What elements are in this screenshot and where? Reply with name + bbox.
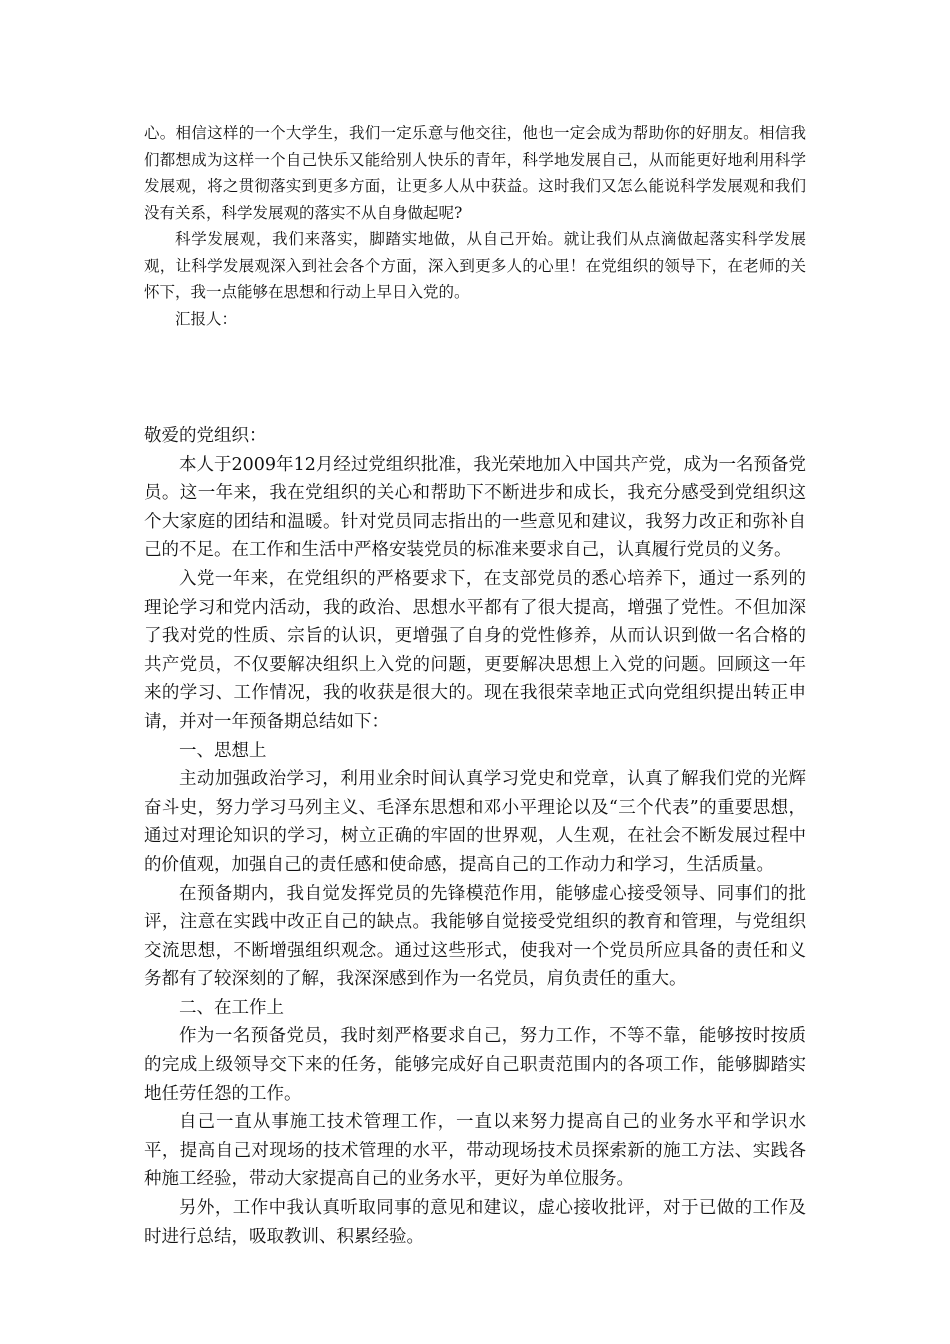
paragraph: 另外，工作中我认真听取同事的意见和建议，虚心接收批评，对于已做的工作及时进行总结，吸取教训、积累经验。 <box>144 1198 806 1247</box>
paragraph: 科学发展观，我们来落实，脚踏实地做，从自己开始。就让我们从点滴做起落实科学发展观，让科学发展观深入到社会各个方面，深入到更多人的心里！在党组织的领导下，在老师的关怀下，我一点能够在思想和行动上早日入党的。 <box>144 230 806 301</box>
paragraph: 在预备期内，我自觉发挥党员的先锋模范作用，能够虚心接受领导、同事们的批评，注意在实践中改正自己的缺点。我能够自觉接受党组织的教育和管理，与党组织交流思想，不断增强组织观念。通过这些形式，使我对一个党员所应具备的责任和义务都有了较深刻的了解，我深深感到作为一名党员，肩负责任的重大。 <box>144 883 806 990</box>
reporter-signature-line: 汇报人： <box>175 309 238 328</box>
letter-salutation: 敬爱的党组织： <box>144 426 267 446</box>
paragraph: 心。相信这样的一个大学生，我们一定乐意与他交往，他也一定会成为帮助你的好朋友。相信我们都想成为这样一个自己快乐又能给别人快乐的青年，科学地发展自己，从而能更好地利用科学发展观，将之贯彻落实到更多方面，让更多人从中获益。这时我们又怎么能说科学发展观和我们没有关系，科学发展观的落实不从自身做起呢? <box>144 124 806 222</box>
report-ending-section <box>144 120 806 332</box>
paragraph: 作为一名预备党员，我时刻严格要求自己，努力工作，不等不靠，能够按时按质的完成上级领导交下来的任务，能够完成好自己职责范围内的各项工作，能够脚踏实地任劳任怨的工作。 <box>144 1026 806 1104</box>
paragraph: 本人于2009年12月经过党组织批准，我光荣地加入中国共产党，成为一名预备党员。这一年来，我在党组织的关心和帮助下不断进步和成长，我充分感受到党组织这个大家庭的团结和温暖。针对党员同志指出的一些意见和建议，我努力改正和弥补自己的不足。在工作和生活中严格安装党员的标准来要求自己，认真履行党员的义务。 <box>144 454 806 561</box>
paragraph: 主动加强政治学习，利用业余时间认真学习党史和党章，认真了解我们党的光辉奋斗史，努力学习马列主义、毛泽东思想和邓小平理论以及“三个代表”的重要思想，通过对理论知识的学习，树立正确的牢固的世界观，人生观，在社会不断发展过程中的价值观，加强自己的责任感和使命感，提高自己的工作动力和学习，生活质量。 <box>144 769 806 875</box>
paragraph: 入党一年来，在党组织的严格要求下，在支部党员的悉心培养下，通过一系列的理论学习和党内活动，我的政治、思想水平都有了很大提高，增强了党性。不但加深了我对党的性质、宗旨的认识，更增强了自身的党性修养，从而认识到做一名合格的共产党员，不仅要解决组织上入党的问题，更要解决思想上入党的问题。回顾这一年来的学习、工作情况，我的收获是很大的。现在我很荣幸地正式向党组织提出转正申请，并对一年预备期总结如下： <box>144 568 806 732</box>
application-letter-section <box>144 422 806 1251</box>
section-heading: 二、在工作上 <box>179 997 284 1018</box>
section-heading: 一、思想上 <box>179 740 267 761</box>
paragraph: 自己一直从事施工技术管理工作，一直以来努力提高自己的业务水平和学识水平，提高自己对现场的技术管理的水平，带动现场技术员探索新的施工方法、实践各种施工经验，带动大家提高自己的业务水平，更好为单位服务。 <box>144 1112 806 1190</box>
